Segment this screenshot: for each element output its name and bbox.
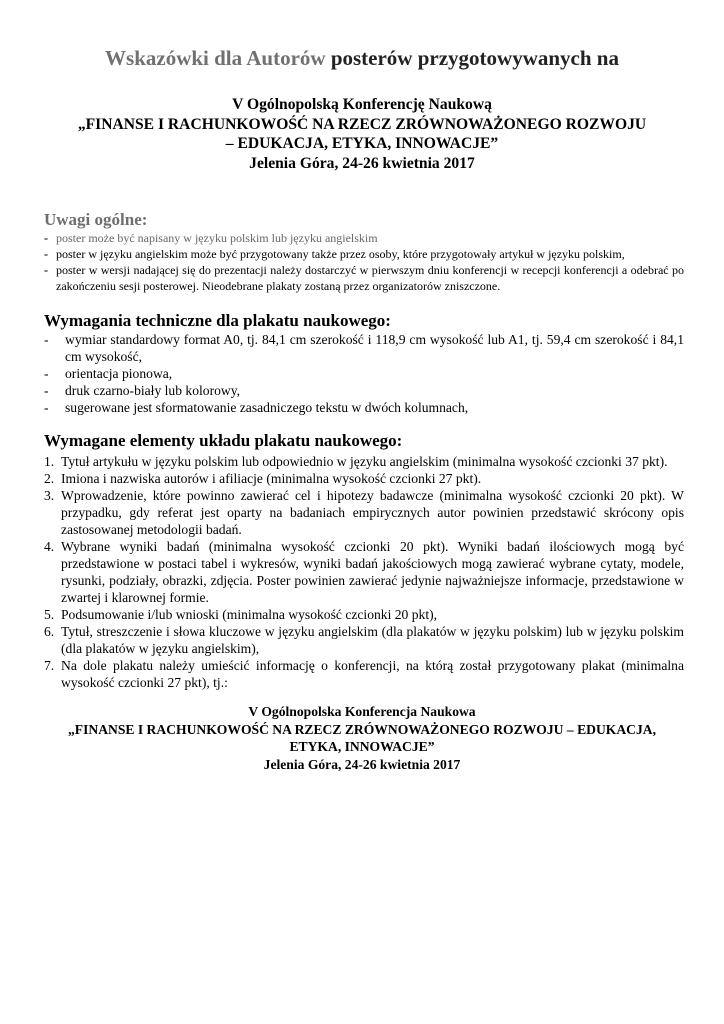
list-item: 6. Tytuł, streszczenie i słowa kluczowe w języku angielskim (dla plakatów w języku polskim) lub w języku polskim (dla plakatów w języku angielskim), [44, 624, 684, 656]
footer-line-4: Jelenia Góra, 24-26 kwietnia 2017 [263, 756, 461, 772]
technical-list [44, 331, 684, 416]
list-item: - poster w wersji nadającej się do prezentacji należy dostarczyć w pierwszym dniu konferencji w recepcji konferencji a odebrać po zakończeniu sesji posterowej. Nieodebrane plakaty zostaną przez organizatorów zniszczone. [44, 263, 684, 293]
list-item: - druk czarno-biały lub kolorowy, [44, 383, 241, 398]
general-heading: Uwagi ogólne: [44, 210, 148, 229]
list-item: 5. Podsumowanie i/lub wnioski (minimalna wysokość czcionki 20 pkt), [44, 607, 438, 622]
elements-heading: Wymagane elementy układu plakatu naukowego: [44, 431, 403, 450]
footer-line-1: V Ogólnopolska Konferencja Naukowa [248, 704, 476, 719]
general-list [44, 231, 684, 294]
list-item: 7. Na dole plakatu należy umieścić informację o konferencji, na którą został przygotowany plakat (minimalna wysokość czcionki 27 pkt), tj.: [44, 658, 684, 690]
header-line-4: Jelenia Góra, 24-26 kwietnia 2017 [249, 154, 475, 172]
list-item: 3. Wprowadzenie, które powinno zawierać cel i hipotezy badawcze (minimalna wysokość czcionki 20 pkt). W przypadku, gdy referat jest oparty na badaniach empirycznych autor powinien przedstawić skrócony opis zastosowanej metodologii badań. [44, 488, 684, 537]
list-item: - poster w języku angielskim może być przygotowany także przez osoby, które przygotowały artykuł w języku polskim, [44, 247, 625, 262]
list-item: - wymiar standardowy format A0, tj. 84,1 cm szerokość i 118,9 cm wysokość lub A1, tj. 59,4 cm szerokość i 84,1 cm wysokość, [44, 332, 684, 364]
title-part-1: Wskazówki dla Autorów [105, 46, 326, 70]
header-line-1: V Ogólnopolską Konferencję Naukową [232, 96, 492, 113]
conference-footer [20, 703, 704, 773]
list-item: - orientacja pionowa, [44, 366, 173, 381]
footer-line-2: „FINANSE I RACHUNKOWOŚĆ NA RZECZ ZRÓWNOWAŻONEGO ROZWOJU – EDUKACJA, [68, 721, 656, 737]
technical-heading: Wymagania techniczne dla plakatu naukowego: [44, 311, 391, 330]
footer-line-3: ETYKA, INNOWACJE” [289, 739, 435, 755]
list-item: - poster może być napisany w języku polskim lub języku angielskim [44, 231, 378, 245]
conference-header [20, 95, 704, 173]
list-item: 2. Imiona i nazwiska autorów i afiliacje (minimalna wysokość czcionki 27 pkt). [44, 471, 482, 486]
elements-list [44, 453, 684, 691]
list-item: 1. Tytuł artykułu w języku polskim lub odpowiednio w języku angielskim (minimalna wysokość czcionki 37 pkt). [44, 454, 668, 469]
title-part-2: posterów przygotowywanych na [325, 46, 619, 70]
document-title [0, 46, 724, 71]
header-line-3: – EDUKACJA, ETYKA, INNOWACJE” [225, 135, 499, 152]
list-item: - sugerowane jest sformatowanie zasadniczego tekstu w dwóch kolumnach, [44, 400, 469, 415]
list-item: 4. Wybrane wyniki badań (minimalna wysokość czcionki 20 pkt). Wyniki badań ilościowych mogą być przedstawione w postaci tabel i wykresów, wyniki badań jakościowych mogą zawierać wybrane cytaty, modele, rysunki, podziały, obrazki, zdjęcia. Poster powinien zawierać jedynie najważniejsze informacje, przedstawione w zwartej i klarownej formie. [44, 539, 684, 605]
header-line-2: „FINANSE I RACHUNKOWOŚĆ NA RZECZ ZRÓWNOWAŻONEGO ROZWOJU [77, 115, 647, 133]
